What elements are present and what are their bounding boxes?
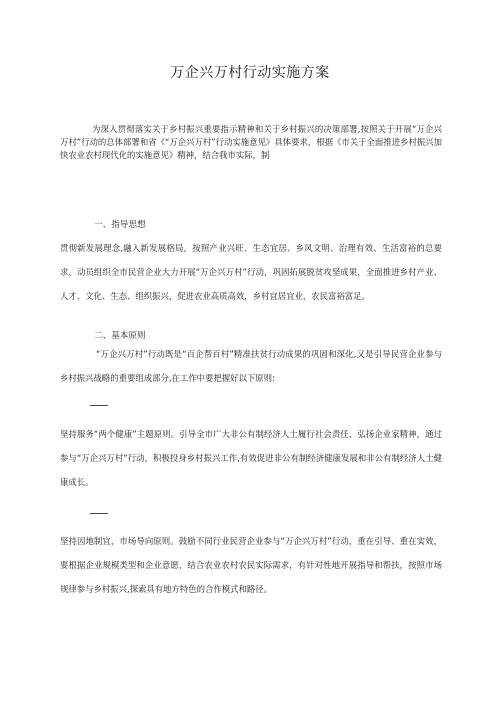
document-title: 万企兴万村行动实施方案 — [170, 65, 330, 81]
principle-local-conditions-paragraph: 坚持因地制宜，市场导向原则。鼓励不同行业民营企业参与“万企兴万村”行动，重在引导、重在实效，要根据企业规模类型和企业意愿，结合农业农村农民实际需求，有针对性地开展指导和帮扶，按照市场规律参与乡村振兴,探索具有地方特色的合作模式和路径。 — [60, 536, 442, 594]
basic-principles-paragraph: “万企兴万村”行动既是“百企帮百村”精准扶贫行动成果的巩固和深化,又是引导民营企业参与乡村振兴战略的重要组成部分,在工作中要把握好以下原则: — [60, 349, 442, 383]
principle-two-healths-paragraph: 坚持服务“两个健康”主题原则。引导全市广大非公有制经济人士履行社会责任，弘扬企业家精神，通过参与“万企兴万村”行动，积极投身乡村振兴工作,有效促进非公有制经济健康发展和非公有制经济人士健康成长。 — [60, 429, 442, 487]
guiding-ideology-paragraph: 贯彻新发展理念,融入新发展格局，按照产业兴旺、生态宜居、乡风文明、治理有效、生活富裕的总要求，动员组织全市民营企业大力开展“万企兴万村”行动，巩固拓展脱贫攻坚成果，全面推进乡村产业、人才、文化、生态、组织振兴，促进农业高质高效，乡村宜居宜业，农民富裕富足。 — [60, 243, 442, 301]
separator-dash — [90, 513, 108, 514]
intro-paragraph: 为深入贯彻落实关于乡村振兴重要指示精神和关于乡村振兴的决策部署,按照关于开展“万企兴万村”行动的总体部署和省《“万企兴万村”行动实施意见》具体要求，根据《市关于全面推进乡村振兴加快农业农村现代化的实施意见》精神，结合我市实际，制 — [60, 124, 442, 160]
separator-dash — [90, 405, 108, 406]
section-heading-basic-principles: 二、基本原则 — [94, 331, 146, 341]
section-heading-guiding-ideology: 一、指导思想 — [94, 220, 146, 230]
